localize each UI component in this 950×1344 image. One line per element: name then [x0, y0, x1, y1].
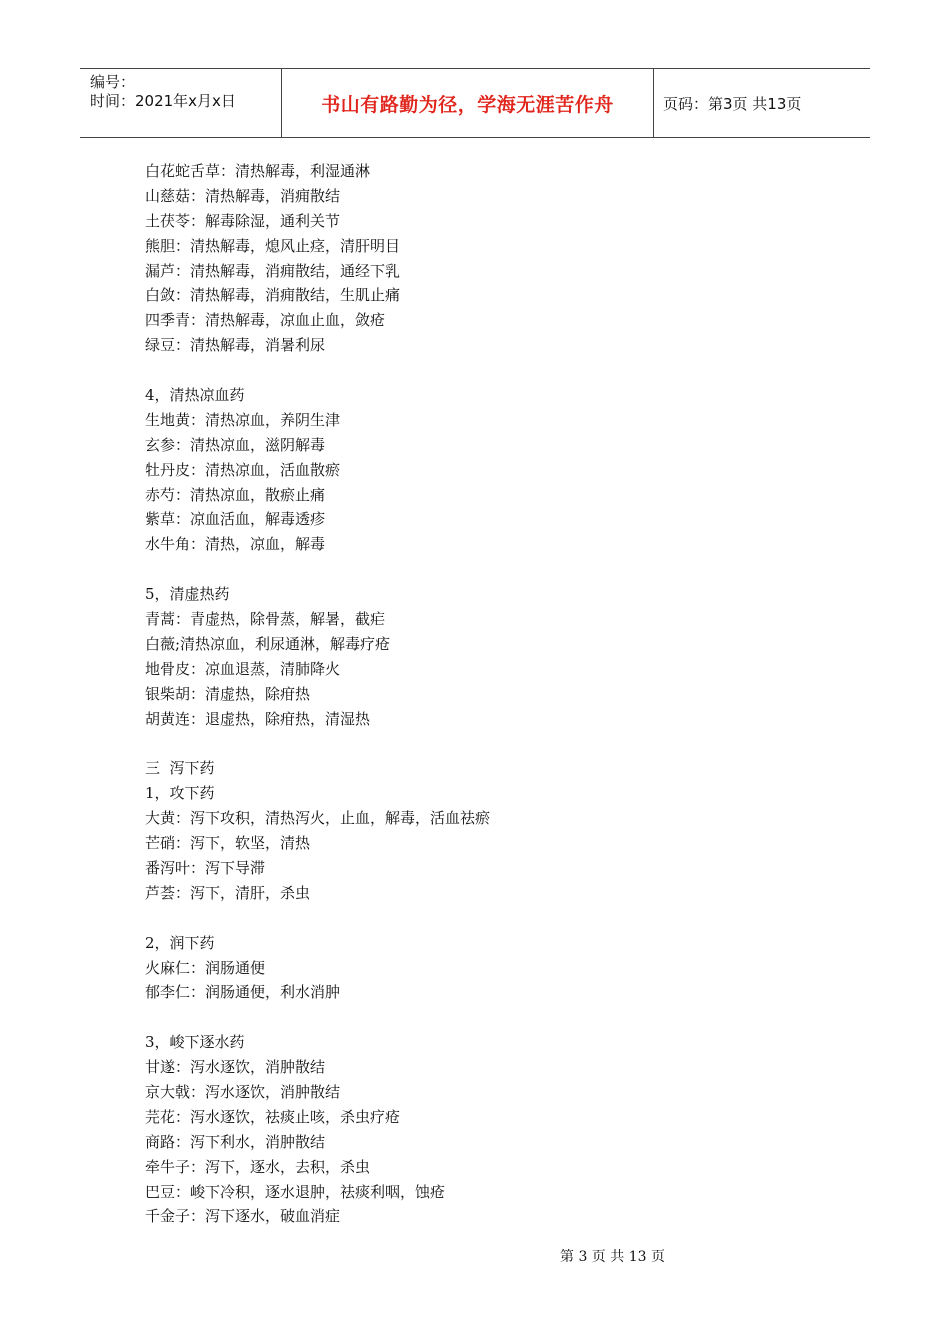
header-motto: 书山有路勤为径，学海无涯苦作舟 — [321, 93, 614, 116]
text-line: 地骨皮：凉血退蒸，清肺降火 — [145, 659, 341, 678]
blank-line — [145, 557, 785, 582]
text-line: 三 泻下药 — [145, 759, 215, 778]
text-line: 胡黄连：退虚热，除疳热，清湿热 — [145, 709, 371, 728]
text-line: 甘遂：泻水逐饮，消肿散结 — [145, 1058, 326, 1077]
text-line: 青蒿：青虚热，除骨蒸，解暑，截疟 — [145, 610, 386, 629]
blank-line — [145, 731, 785, 756]
text-line: 番泻叶：泻下导滞 — [145, 858, 266, 877]
header-meta — [80, 69, 282, 137]
text-line: 1，攻下药 — [145, 784, 215, 803]
text-line: 玄参：清热凉血，滋阴解毒 — [145, 435, 326, 454]
blank-line — [145, 1005, 785, 1030]
text-line: 白薇;清热凉血，利尿通淋，解毒疗疮 — [145, 634, 391, 653]
text-line: 京大戟：泻水逐饮，消肿散结 — [145, 1082, 341, 1101]
text-line: 牡丹皮：清热凉血，活血散瘀 — [145, 460, 341, 479]
text-line: 漏芦：清热解毒，消痈散结，通经下乳 — [145, 261, 401, 280]
text-line: 紫草：凉血活血，解毒透疹 — [145, 510, 326, 529]
text-line: 绿豆：清热解毒，消暑利尿 — [145, 336, 326, 355]
text-line: 3，峻下逐水药 — [145, 1033, 245, 1052]
text-line: 大黄：泻下攻积，清热泻火，止血，解毒，活血祛瘀 — [145, 809, 491, 828]
header-motto-cell — [282, 69, 654, 137]
text-line: 郁李仁：润肠通便，利水消肿 — [145, 983, 341, 1002]
text-line: 巴豆：峻下冷积，逐水退肿，祛痰利咽，蚀疮 — [145, 1182, 446, 1201]
text-line: 水牛角：清热，凉血，解毒 — [145, 535, 326, 554]
page-header — [80, 68, 870, 138]
text-line: 芦荟：泻下，清肝，杀虫 — [145, 883, 311, 902]
text-line: 白花蛇舌草：清热解毒，利湿通淋 — [145, 162, 371, 180]
text-line: 生地黄：清热凉血，养阴生津 — [145, 410, 341, 429]
document-number-label: 编号： — [90, 73, 136, 91]
text-line: 火麻仁：润肠通便 — [145, 958, 266, 977]
text-line: 2，润下药 — [145, 933, 215, 952]
text-line: 山慈菇：清热解毒，消痈散结 — [145, 186, 341, 205]
page-footer: 第 3 页 共 13 页 — [560, 1249, 665, 1265]
text-line: 4，清热凉血药 — [145, 386, 245, 405]
text-line: 牵牛子：泻下，逐水，去积，杀虫 — [145, 1157, 371, 1176]
text-line: 四季青：清热解毒，凉血止血，敛疮 — [145, 311, 386, 330]
blank-line — [145, 358, 785, 383]
text-line: 千金子：泻下逐水，破血消症 — [145, 1207, 341, 1226]
text-line: 白敛：清热解毒，消痈散结，生肌止痛 — [145, 286, 401, 305]
text-line: 5，清虚热药 — [145, 585, 230, 604]
text-line: 银柴胡：清虚热，除疳热 — [145, 684, 311, 703]
document-time-label: 时间：2021年x月x日 — [90, 92, 236, 110]
text-line: 赤芍：清热凉血，散瘀止痛 — [145, 485, 326, 504]
text-line: 商路：泻下利水，消肿散结 — [145, 1132, 326, 1151]
header-page-cell — [654, 69, 870, 137]
document-body — [145, 159, 785, 1229]
text-line: 芒硝：泻下，软坚，清热 — [145, 834, 311, 853]
blank-line — [145, 906, 785, 931]
header-page-number: 页码：第3页 共13页 — [663, 94, 802, 113]
text-line: 熊胆：清热解毒，熄风止痉，清肝明目 — [145, 236, 401, 255]
text-line: 芫花：泻水逐饮，祛痰止咳，杀虫疗疮 — [145, 1107, 401, 1126]
text-line: 土茯苓：解毒除湿，通利关节 — [145, 211, 341, 230]
